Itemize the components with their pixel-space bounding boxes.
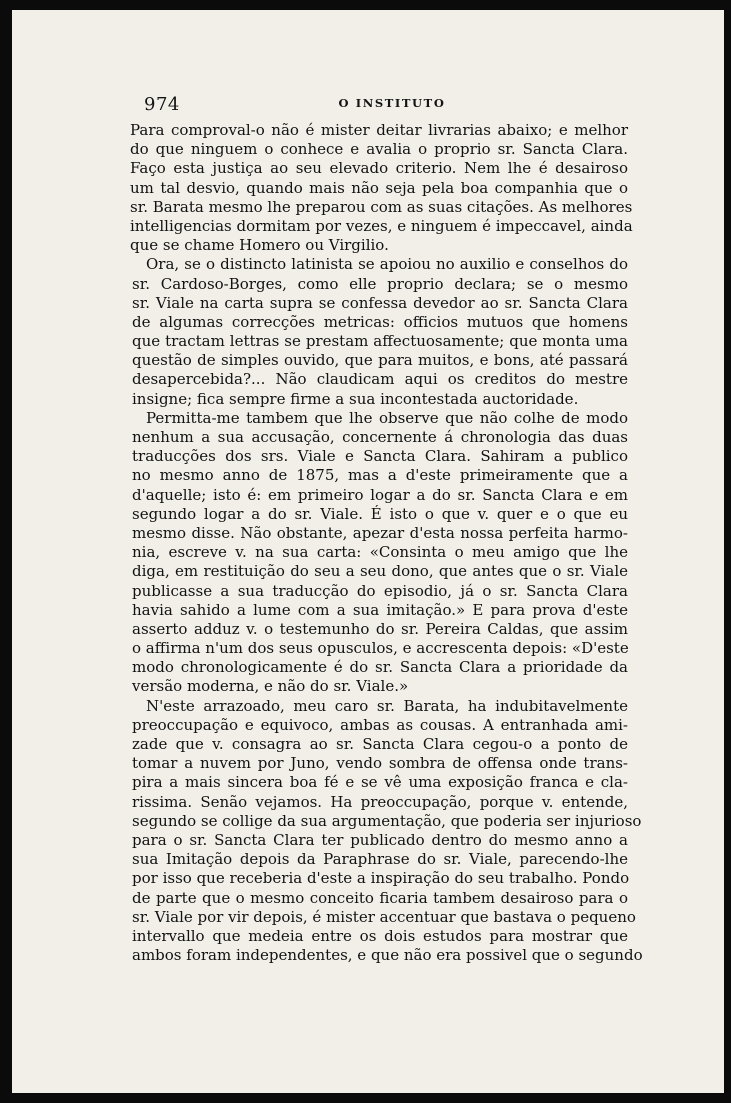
text-line: no mesmo anno de 1875, mas a d'este primeiramente que a xyxy=(132,466,628,485)
text-line: asserto adduz v. o testemunho do sr. Pereira Caldas, que assim xyxy=(132,619,628,638)
text-line: de algumas correcções metricas: officios mutuos que homens xyxy=(132,312,628,331)
paragraph xyxy=(132,409,628,697)
text-line: d'aquelle; isto é: em primeiro logar a do sr. Sancta Clara e em xyxy=(132,485,628,504)
page-number: 974 xyxy=(144,94,180,115)
text-line: Faço esta justiça ao seu elevado criterio. Nem lhe é desairoso xyxy=(130,159,628,178)
text-line: o affirma n'um dos seus opusculos, e accrescenta depois: «D'este xyxy=(132,639,629,658)
text-line: Permitta-me tambem que lhe observe que não colhe de modo xyxy=(146,408,628,427)
text-line: modo chronologicamente é do sr. Sancta Clara a prioridade da xyxy=(132,658,628,677)
text-line: nia, escreve v. na sua carta: «Consinta o meu amigo que lhe xyxy=(132,543,628,562)
text-line: sr. Barata mesmo lhe preparou com as suas citações. As melhores xyxy=(130,197,633,216)
running-title: O INSTITUTO xyxy=(338,96,446,110)
text-line: por isso que receberia d'este a inspiração do seu trabalho. Pondo xyxy=(132,869,630,888)
text-line: questão de simples ouvido, que para muitos, e bons, até passará xyxy=(132,351,628,370)
text-line: rissima. Senão vejamos. Ha preoccupação, porque v. entende, xyxy=(132,792,628,811)
text-line: para o sr. Sancta Clara ter publicado dentro do mesmo anno a xyxy=(132,830,628,849)
text-line: de parte que o mesmo conceito ficaria tambem desairoso para o xyxy=(132,888,628,907)
text-line: nenhum a sua accusação, concernente á chronologia das duas xyxy=(132,428,628,446)
text-line: Para comproval-o não é mister deitar livrarias abaixo; e melhor xyxy=(130,121,628,139)
text-line: sr. Viale por vir depois, é mister accentuar que bastava o pequeno xyxy=(132,907,636,926)
text-line: publicasse a sua traducção do episodio, já o sr. Sancta Clara xyxy=(132,581,628,600)
text-line: diga, em restituição do seu a seu dono, que antes que o sr. Viale xyxy=(132,562,628,581)
paragraph xyxy=(132,696,643,966)
page-header xyxy=(144,94,640,120)
text-line: mesmo disse. Não obstante, apezar d'esta nossa perfeita harmo- xyxy=(132,523,628,542)
text-line: zade que v. consagra ao sr. Sancta Clara cegou-o a ponto de xyxy=(132,735,628,753)
text-line: sr. Cardoso-Borges, como elle proprio declara; se o mesmo xyxy=(132,274,628,293)
text-line: versão moderna, e não do sr. Viale.» xyxy=(132,677,409,696)
text-line: insigne; fica sempre firme a sua incontestada auctoridade. xyxy=(132,389,579,408)
text-line: tomar a nuvem por Juno, vendo sombra de offensa onde trans- xyxy=(132,754,628,773)
text-line: intelligencias dormitam por vezes, e ninguem é impeccavel, ainda xyxy=(130,216,633,235)
text-line: segundo logar a do sr. Viale. É isto o que v. quer e o que eu xyxy=(132,504,628,523)
text-line: ambos foram independentes, e que não era possivel que o segundo xyxy=(132,946,643,965)
text-line: que tractam lettras se prestam affectuosamente; que monta uma xyxy=(132,332,628,351)
text-line: intervallo que medeia entre os dois estudos para mostrar que xyxy=(132,926,628,945)
text-line: desapercebida?... Não claudicam aqui os creditos do mestre xyxy=(132,370,628,389)
text-line: sr. Viale na carta supra se confessa devedor ao sr. Sancta Clara xyxy=(132,293,628,312)
text-line: sua Imitação depois da Paraphrase do sr. Viale, parecendo-lhe xyxy=(132,850,628,869)
paragraph xyxy=(132,255,628,409)
body-text xyxy=(130,121,643,965)
text-line: um tal desvio, quando mais não seja pela boa companhia que o xyxy=(130,178,628,197)
text-line: havia sahido a lume com a sua imitação.» E para prova d'este xyxy=(132,600,628,619)
paragraph xyxy=(130,121,633,255)
text-line: segundo se collige da sua argumentação, que poderia ser injurioso xyxy=(132,811,642,830)
text-line: do que ninguem o conhece e avalia o proprio sr. Sancta Clara. xyxy=(130,140,628,159)
text-line: preoccupação e equivoco, ambas as cousas. A entranhada ami- xyxy=(132,715,628,734)
text-line: pira a mais sincera boa fé e se vê uma exposição franca e cla- xyxy=(132,773,628,792)
text-line: que se chame Homero ou Virgilio. xyxy=(130,236,389,255)
text-line: N'este arrazoado, meu caro sr. Barata, ha indubitavelmente xyxy=(146,696,628,715)
text-line: Ora, se o distincto latinista se apoiou no auxilio e conselhos do xyxy=(146,255,628,274)
text-line: traducções dos srs. Viale e Sancta Clara. Sahiram a publico xyxy=(132,447,628,466)
